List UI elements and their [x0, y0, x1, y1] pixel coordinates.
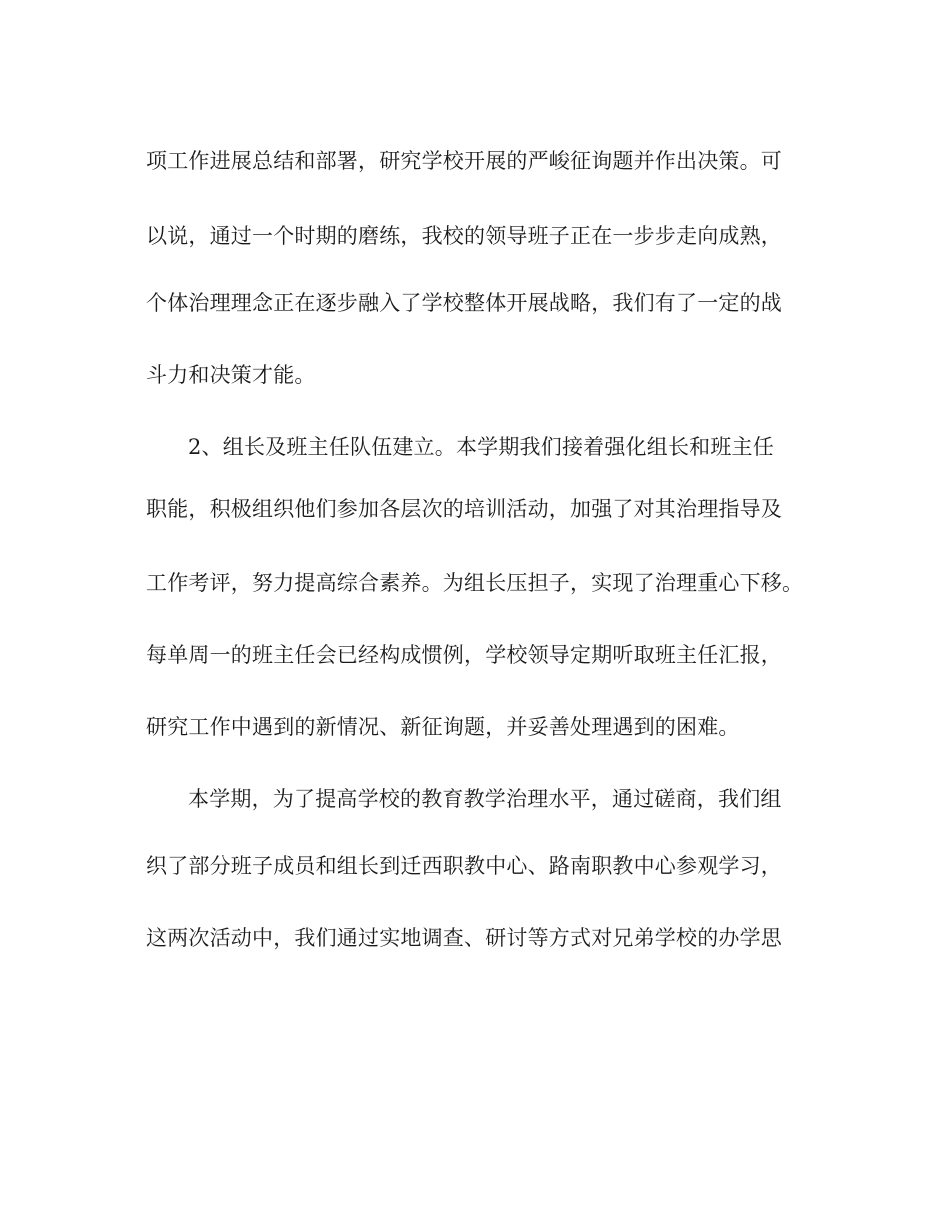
text-line-3: 个体治理理念正在逐步融入了学校整体开展战略，我们有了一定的战 — [146, 291, 782, 315]
text-line-1: 项工作进展总结和部署，研究学校开展的严峻征询题并作出决策。可 — [146, 149, 782, 173]
text-line-5: 2、组长及班主任队伍建立。本学期我们接着强化组长和班主任 — [188, 435, 774, 459]
text-line-8: 每单周一的班主任会已经构成惯例，学校领导定期听取班主任汇报， — [146, 643, 782, 667]
text-line-11: 织了部分班子成员和组长到迁西职教中心、路南职教中心参观学习， — [146, 854, 782, 878]
text-line-2: 以说，通过一个时期的磨练，我校的领导班子正在一步步走向成熟， — [146, 224, 782, 248]
text-line-6: 职能，积极组织他们参加各层次的培训活动，加强了对其治理指导及 — [146, 497, 782, 521]
text-line-9: 研究工作中遇到的新情况、新征询题，并妥善处理遇到的困难。 — [146, 715, 740, 739]
text-line-7: 工作考评，努力提高综合素养。为组长压担子，实现了治理重心下移。 — [146, 571, 804, 595]
text-line-10: 本学期，为了提高学校的教育教学治理水平，通过磋商，我们组 — [188, 787, 782, 811]
text-line-4: 斗力和决策才能。 — [146, 363, 316, 387]
text-line-12: 这两次活动中，我们通过实地调查、研讨等方式对兄弟学校的办学思 — [146, 926, 782, 950]
